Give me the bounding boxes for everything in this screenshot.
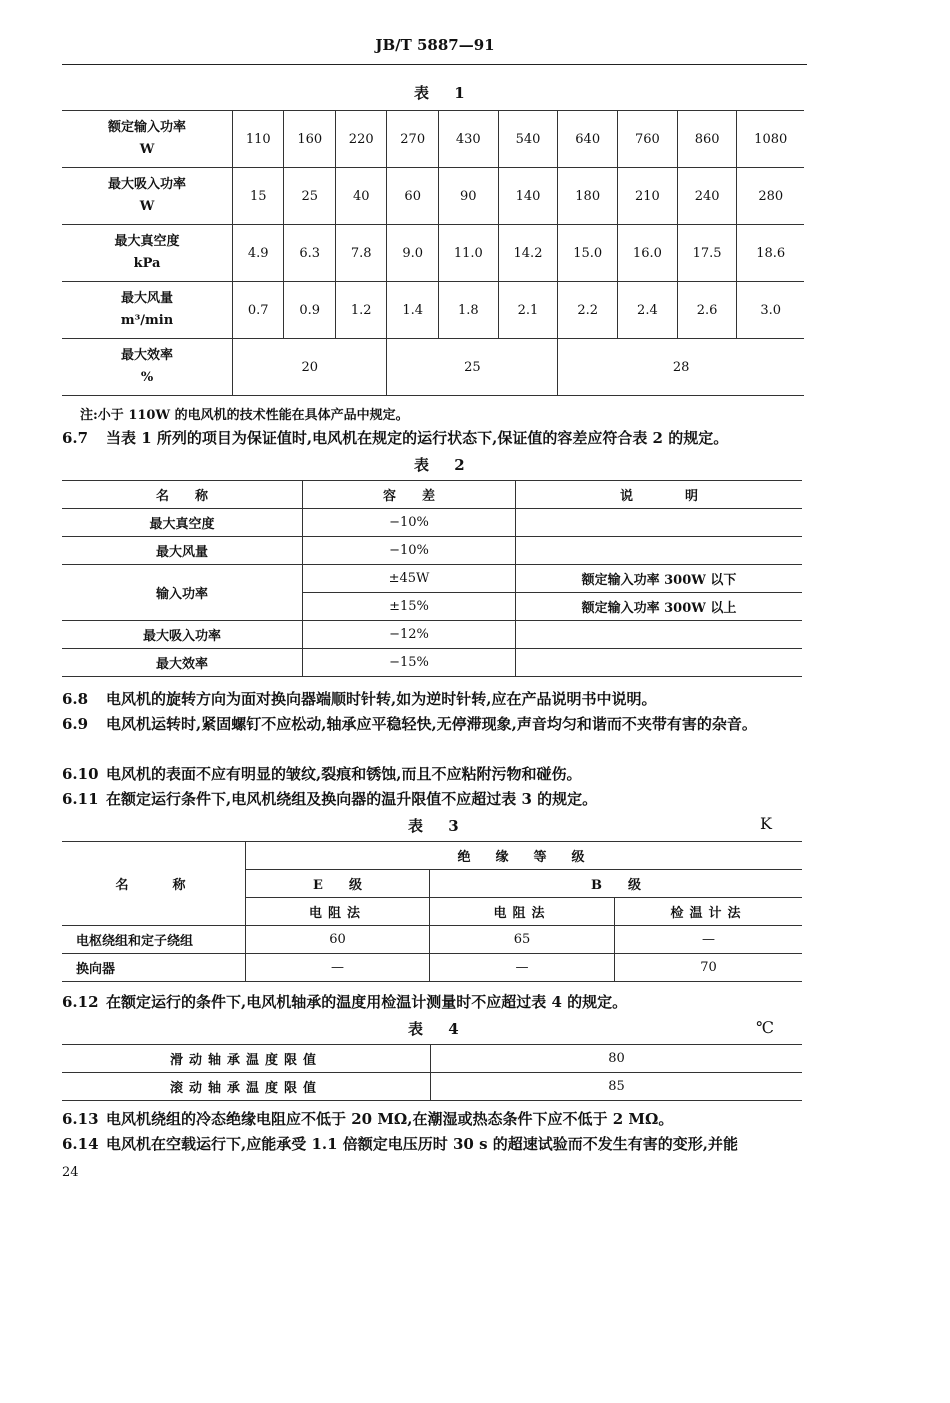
table1-cell: 14.2 (498, 225, 558, 282)
table2-cell: −10% (303, 509, 516, 537)
table1-cell: 1.8 (438, 282, 498, 339)
table2-cell: 额定输入功率 300W 以上 (516, 593, 803, 621)
table2-cell: −10% (303, 537, 516, 565)
clause-6-10 (62, 761, 807, 787)
table1-cell: 6.3 (284, 225, 335, 282)
row-label-name: 最大吸入功率 (107, 177, 186, 192)
table-row (62, 926, 802, 954)
table3-method: 电阻法 (246, 898, 430, 926)
table1-cell: 430 (438, 111, 498, 168)
table3-header-name: 名 称 (62, 842, 246, 926)
table3-cell: — (430, 954, 615, 982)
table4-cell: 80 (431, 1045, 803, 1073)
clause-text: 电风机的旋转方向为面对换向器端顺时针转,如为逆时针转,应在产品说明书中说明。 (106, 690, 657, 708)
table1-cell: 9.0 (387, 225, 438, 282)
table3-method: 检温计法 (615, 898, 803, 926)
row-label-unit: m³/min (120, 313, 174, 328)
table1-cell: 0.9 (284, 282, 335, 339)
table1-cell: 0.7 (233, 282, 284, 339)
table1-cell: 540 (498, 111, 558, 168)
table2-cell (516, 509, 803, 537)
table1-cell: 4.9 (233, 225, 284, 282)
table1-cell: 140 (498, 168, 558, 225)
clause-6-8 (62, 686, 807, 712)
table1-cell: 11.0 (438, 225, 498, 282)
table3-cell: 65 (430, 926, 615, 954)
table1-cell: 15 (233, 168, 284, 225)
table1-note: 注:小于 110W 的电风机的技术性能在具体产品中规定。 (80, 408, 409, 423)
table1-cell: 1.2 (335, 282, 386, 339)
row-label-name: 最大真空度 (114, 234, 180, 249)
table1-cell: 1.4 (387, 282, 438, 339)
document-code: JB/T 5887—91 (375, 36, 495, 54)
table3-unit: K (760, 814, 772, 833)
table3-caption: 表 3 (408, 817, 469, 835)
table3-cell: — (246, 954, 430, 982)
table-row (62, 339, 804, 396)
table3-cell: 60 (246, 926, 430, 954)
table1-cell: 60 (387, 168, 438, 225)
clause-number: 6.9 (62, 715, 89, 733)
table1-cell: 25 (387, 339, 558, 396)
table1-cell: 760 (618, 111, 678, 168)
table1-cell: 15.0 (558, 225, 618, 282)
clause-6-7 (62, 425, 807, 451)
table1-cell: 210 (618, 168, 678, 225)
table1-cell: 240 (677, 168, 737, 225)
table-row (62, 282, 804, 339)
clause-6-12 (62, 989, 807, 1015)
clause-number: 6.13 (62, 1110, 99, 1128)
clause-number: 6.12 (62, 993, 99, 1011)
clause-number: 6.8 (62, 690, 89, 708)
clause-text: 电风机在空载运行下,应能承受 1.1 倍额定电压历时 30 s 的超速试验而不发生有害的变形,并能 (106, 1135, 738, 1153)
table1-cell: 180 (558, 168, 618, 225)
table3-cell: — (615, 926, 803, 954)
table1-cell: 28 (558, 339, 804, 396)
clause-6-11 (62, 786, 807, 812)
table-row (62, 168, 804, 225)
table1-cell: 17.5 (677, 225, 737, 282)
table1-cell: 18.6 (737, 225, 804, 282)
row-label-unit: kPa (133, 256, 161, 271)
table1-cell: 160 (284, 111, 335, 168)
table4-unit: ℃ (756, 1018, 774, 1037)
table-row (62, 1073, 802, 1101)
table1-cell: 2.6 (677, 282, 737, 339)
table2-cell (516, 621, 803, 649)
table2-cell: 输入功率 (62, 565, 303, 621)
table-row (62, 621, 802, 649)
clause-number: 6.7 (62, 429, 89, 447)
row-label-name: 最大风量 (120, 291, 173, 306)
row-label-unit: W (139, 199, 155, 214)
clause-6-13 (62, 1106, 807, 1132)
table1-row-label (62, 111, 233, 168)
table4-cell: 滚动轴承温度限值 (62, 1073, 431, 1101)
clause-number: 6.11 (62, 790, 99, 808)
clause-number: 6.10 (62, 765, 99, 783)
row-label-name: 额定输入功率 (107, 120, 186, 135)
table-row (62, 649, 802, 677)
clause-text: 电风机运转时,紧固螺钉不应松动,轴承应平稳轻快,无停滞现象,声音均匀和谐而不夹带有害的杂音。 (106, 715, 757, 733)
clause-text: 在额定运行条件下,电风机绕组及换向器的温升限值不应超过表 3 的规定。 (106, 790, 598, 808)
table2-header-name: 名 称 (62, 481, 303, 509)
table1-cell: 270 (387, 111, 438, 168)
table1-row-label (62, 225, 233, 282)
row-label-unit: W (139, 142, 155, 157)
table3-cell: 70 (615, 954, 803, 982)
table2-cell: ±45W (303, 565, 516, 593)
table2-cell: 最大吸入功率 (62, 621, 303, 649)
table1-cell: 860 (677, 111, 737, 168)
table3 (62, 841, 802, 982)
table2-cell: −15% (303, 649, 516, 677)
table2-header-tolerance: 容 差 (303, 481, 516, 509)
table1-cell: 2.2 (558, 282, 618, 339)
table1-cell: 280 (737, 168, 804, 225)
table-row (62, 954, 802, 982)
table1-cell: 25 (284, 168, 335, 225)
page-number: 24 (62, 1165, 79, 1180)
table3-cell: 电枢绕组和定子绕组 (62, 926, 246, 954)
table4-cell: 滑动轴承温度限值 (62, 1045, 431, 1073)
table-row (62, 111, 804, 168)
table2-cell: 最大真空度 (62, 509, 303, 537)
clause-number: 6.14 (62, 1135, 99, 1153)
table-row (62, 1045, 802, 1073)
table4-cell: 85 (431, 1073, 803, 1101)
table2-caption: 表 2 (414, 456, 475, 474)
table1-cell: 640 (558, 111, 618, 168)
table2-header-remark: 说 明 (516, 481, 803, 509)
row-label-name: 最大效率 (120, 348, 173, 363)
table1-row-label (62, 282, 233, 339)
table1-cell: 3.0 (737, 282, 804, 339)
table1-cell: 7.8 (335, 225, 386, 282)
table2-cell: ±15% (303, 593, 516, 621)
table2-cell: 额定输入功率 300W 以下 (516, 565, 803, 593)
table-row (62, 509, 802, 537)
table2-cell: −12% (303, 621, 516, 649)
table3-cell: 换向器 (62, 954, 246, 982)
table1-row-label (62, 339, 233, 396)
clause-6-14 (62, 1131, 807, 1157)
table1-cell: 90 (438, 168, 498, 225)
table1-cell: 2.1 (498, 282, 558, 339)
table1-caption: 表 1 (414, 84, 475, 102)
table1 (62, 110, 804, 396)
table2-cell: 最大风量 (62, 537, 303, 565)
table4 (62, 1044, 802, 1101)
table1-cell: 2.4 (618, 282, 678, 339)
table1-cell: 20 (233, 339, 387, 396)
clause-text: 电风机绕组的冷态绝缘电阻应不低于 20 MΩ,在潮湿或热态条件下应不低于 2 MΩ。 (106, 1110, 674, 1128)
table-row (62, 537, 802, 565)
table4-caption: 表 4 (408, 1020, 469, 1038)
table3-header-insulation: 绝 缘 等 级 (246, 842, 803, 870)
table3-header-e-class: E 级 (246, 870, 430, 898)
table1-cell: 110 (233, 111, 284, 168)
table1-cell: 1080 (737, 111, 804, 168)
table1-cell: 40 (335, 168, 386, 225)
clause-6-9 (62, 711, 807, 737)
table1-row-label (62, 168, 233, 225)
table3-method: 电阻法 (430, 898, 615, 926)
table2-cell: 最大效率 (62, 649, 303, 677)
table1-cell: 16.0 (618, 225, 678, 282)
clause-text: 在额定运行的条件下,电风机轴承的温度用检温计测量时不应超过表 4 的规定。 (106, 993, 628, 1011)
table-row (62, 565, 802, 593)
row-label-unit: % (140, 370, 154, 385)
table1-cell: 220 (335, 111, 386, 168)
clause-text: 当表 1 所列的项目为保证值时,电风机在规定的运行状态下,保证值的容差应符合表 2 的规定。 (106, 429, 729, 447)
header-rule (62, 64, 807, 65)
clause-text: 电风机的表面不应有明显的皱纹,裂痕和锈蚀,而且不应粘附污物和碰伤。 (106, 765, 582, 783)
table-row (62, 225, 804, 282)
table3-header-b-class: B 级 (430, 870, 803, 898)
table2 (62, 480, 802, 677)
table2-cell (516, 649, 803, 677)
table2-cell (516, 537, 803, 565)
